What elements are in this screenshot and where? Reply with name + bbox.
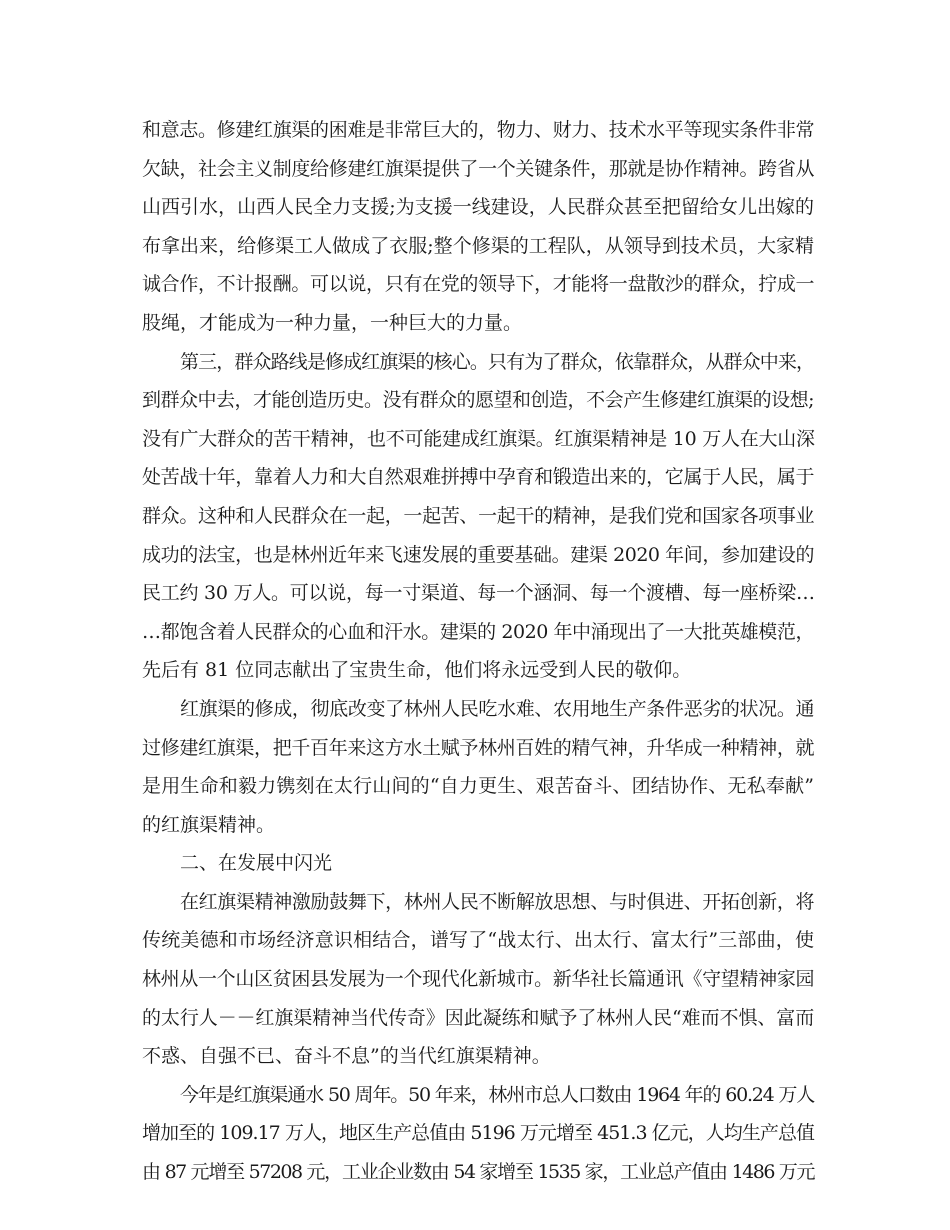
text-line: 过修建红旗渠，把千百年来这方水土赋予林州百姓的精气神，升华成一种精神，就 (142, 736, 814, 759)
paragraph-start-line: 第三，群众路线是修成红旗渠的核心。只有为了群众，依靠群众，从群众中来， (180, 350, 814, 373)
text-line: 布拿出来，给修渠工人做成了衣服;整个修渠的工程队，从领导到技术员，大家精 (142, 234, 814, 257)
text-line: 是用生命和毅力镌刻在太行山间的“自力更生、艰苦奋斗、团结协作、无私奉献” (142, 775, 814, 798)
text-line: 欠缺，社会主义制度给修建红旗渠提供了一个关键条件，那就是协作精神。跨省从 (142, 157, 814, 180)
text-line: 的太行人－－红旗渠精神当代传奇》因此凝练和赋予了林州人民“难而不惧、富而 (142, 1006, 814, 1029)
text-line: 和意志。修建红旗渠的困难是非常巨大的，物力、财力、技术水平等现实条件非常 (142, 119, 814, 141)
text-line: 先后有 81 位同志献出了宝贵生命，他们将永远受到人民的敬仰。 (142, 659, 692, 682)
text-line: 增加至的 109.17 万人，地区生产总值由 5196 万元增至 451.3 亿元，人均生产总值 (142, 1122, 814, 1145)
text-line: 诚合作，不计报酬。可以说，只有在党的领导下，才能将一盘散沙的群众，拧成一 (142, 273, 814, 296)
text-line: …都饱含着人民群众的心血和汗水。建渠的 2020 年中涌现出了一大批英雄模范， (142, 620, 814, 643)
text-line: 山西引水，山西人民全力支援;为支援一线建设，人民群众甚至把留给女儿出嫁的 (142, 196, 814, 219)
paragraph-start-line: 在红旗渠精神激励鼓舞下，林州人民不断解放思想、与时俱进、开拓创新，将 (180, 890, 814, 913)
section-heading: 二、在发展中闪光 (180, 852, 333, 875)
text-line: 到群众中去，才能创造历史。没有群众的愿望和创造，不会产生修建红旗渠的设想; (142, 389, 814, 412)
paragraph-start-line: 红旗渠的修成，彻底改变了林州人民吃水难、农用地生产条件恶劣的状况。通 (180, 697, 814, 720)
text-line: 没有广大群众的苦干精神，也不可能建成红旗渠。红旗渠精神是 10 万人在大山深 (142, 427, 815, 450)
text-line: 处苦战十年，靠着人力和大自然艰难拼搏中孕育和锻造出来的，它属于人民，属于 (142, 466, 814, 489)
text-line: 成功的法宝，也是林州近年来飞速发展的重要基础。建渠 2020 年间，参加建设的 (142, 543, 814, 566)
text-line: 由 87 元增至 57208 元，工业企业数由 54 家增至 1535 家，工业总产值由 1486 万元 (142, 1161, 814, 1184)
text-line: 林州从一个山区贫困县发展为一个现代化新城市。新华社长篇通讯《守望精神家园 (142, 968, 814, 991)
paragraph-start-line: 今年是红旗渠通水 50 周年。50 年来，林州市总人口数由 1964 年的 60.24 万人 (180, 1083, 814, 1106)
text-line: 群众。这种和人民群众在一起，一起苦、一起干的精神，是我们党和国家各项事业 (142, 504, 814, 527)
text-line: 传统美德和市场经济意识相结合，谱写了“战太行、出太行、富太行”三部曲，使 (142, 929, 814, 952)
text-line: 股绳，才能成为一种力量，一种巨大的力量。 (142, 311, 523, 334)
document-body (142, 111, 814, 1192)
text-line: 不惑、自强不已、奋斗不息”的当代红旗渠精神。 (142, 1045, 551, 1068)
text-line: 的红旗渠精神。 (142, 813, 276, 836)
text-line: 民工约 30 万人。可以说，每一寸渠道、每一个涵洞、每一个渡槽、每一座桥梁… (142, 582, 815, 605)
